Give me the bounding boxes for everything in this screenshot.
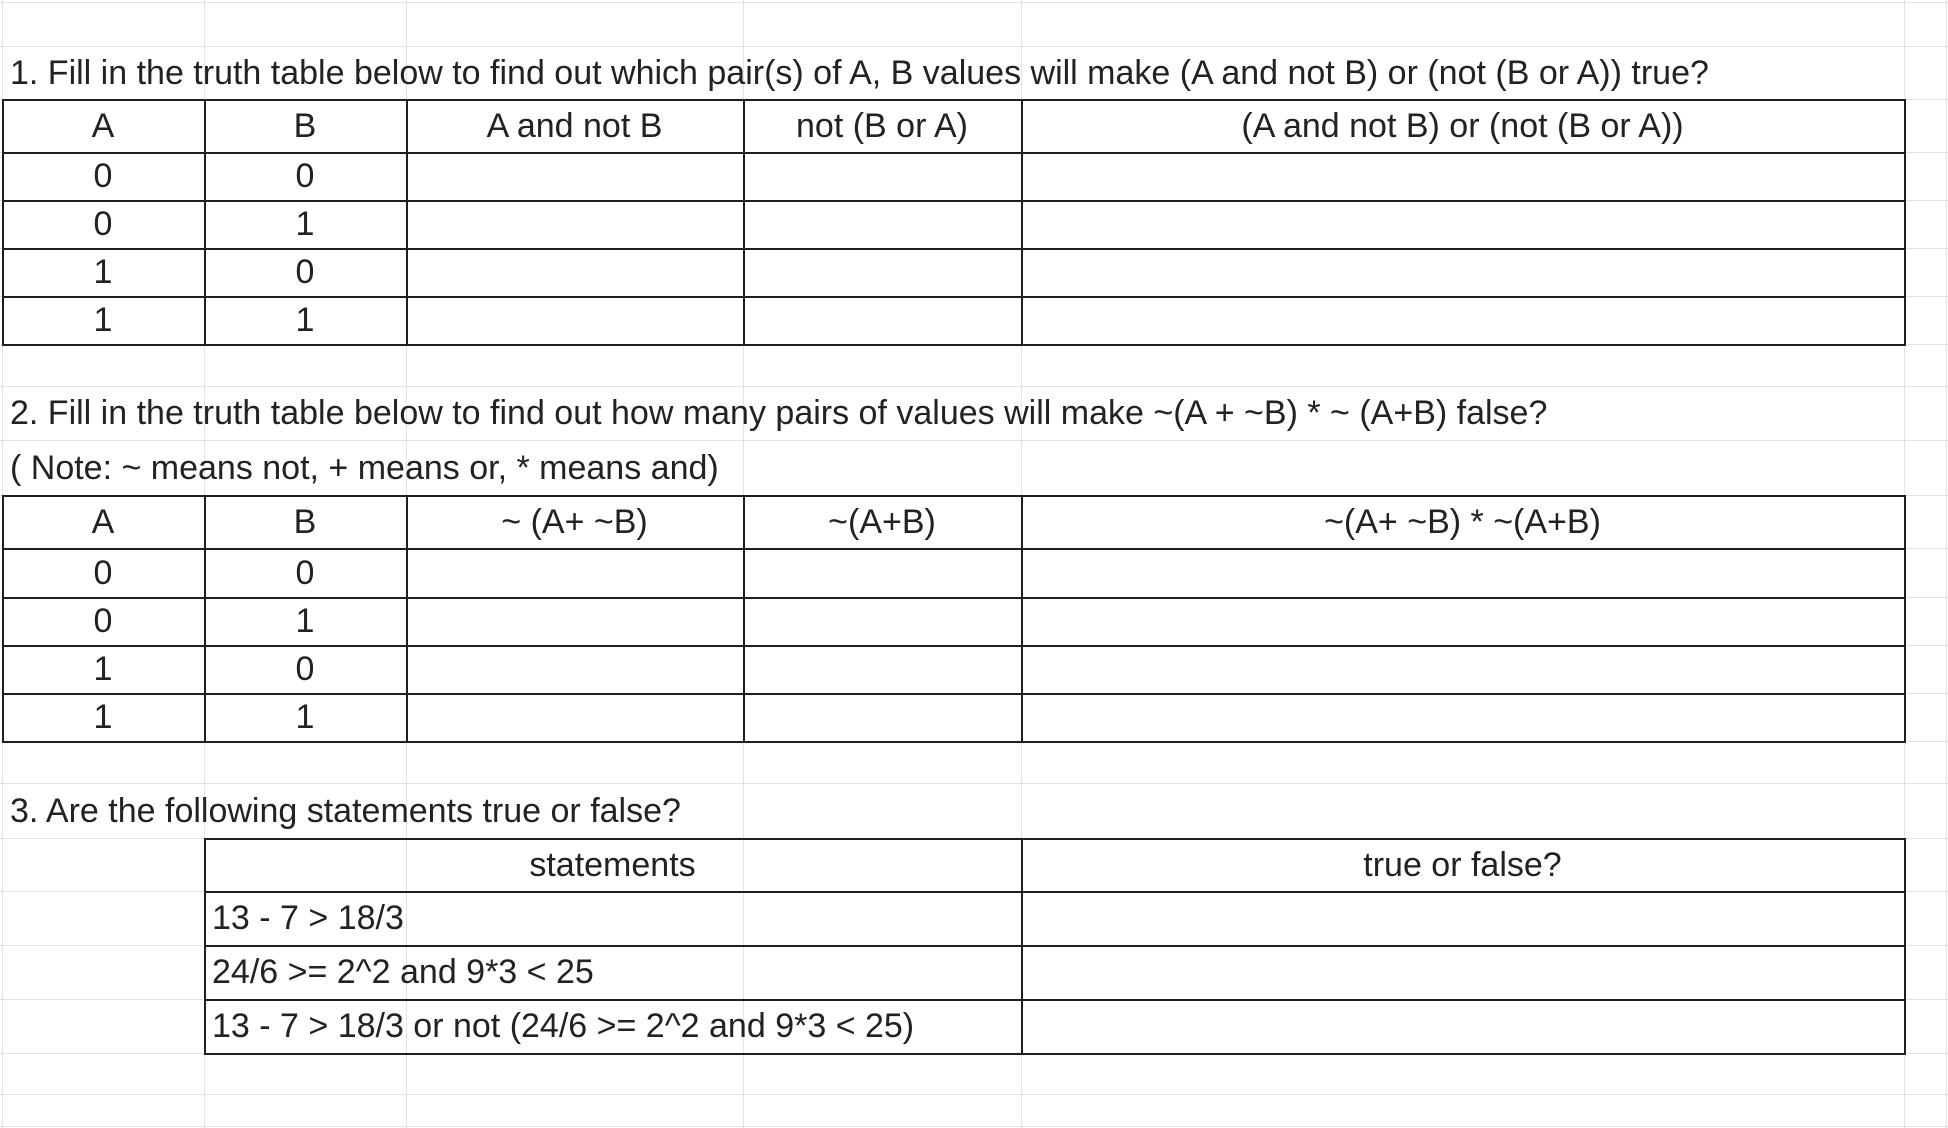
q1-header-b: B	[293, 106, 317, 145]
q3-statement: 24/6 >= 2^2 and 9*3 < 25	[212, 953, 594, 991]
q1-header-a-and-not-b: A and not B	[486, 106, 663, 145]
q1-answer-a-and-not-b[interactable]	[406, 296, 743, 344]
q1-cell-b: 1	[295, 205, 315, 243]
q1-cell-b: 0	[295, 253, 315, 291]
q1-cell-a: 0	[93, 205, 113, 243]
q2-answer-col3[interactable]	[406, 548, 743, 597]
q2-header-b: B	[293, 502, 317, 541]
q2-answer-col4[interactable]	[743, 597, 1021, 645]
q2-answer-result[interactable]	[1021, 693, 1904, 741]
q3-statement: 13 - 7 > 18/3 or not (24/6 >= 2^2 and 9*3 < 25)	[212, 1007, 915, 1045]
q2-answer-col3[interactable]	[406, 693, 743, 741]
q1-header-a: A	[91, 106, 115, 145]
q1-cell-a: 0	[93, 157, 113, 195]
q2-answer-result[interactable]	[1021, 548, 1904, 597]
q1-cell-b: 1	[295, 301, 315, 339]
q2-cell-b: 1	[295, 698, 315, 736]
q3-header-true-or-false: true or false?	[1363, 845, 1562, 884]
q2-answer-col3[interactable]	[406, 645, 743, 693]
q3-answer[interactable]	[1021, 999, 1904, 1053]
q2-answer-col4[interactable]	[743, 548, 1021, 597]
q1-answer-not-b-or-a[interactable]	[743, 296, 1021, 344]
q2-answer-result[interactable]	[1021, 645, 1904, 693]
q1-answer-not-b-or-a[interactable]	[743, 248, 1021, 296]
q2-cell-a: 0	[93, 602, 113, 640]
q2-cell-a: 0	[93, 553, 113, 592]
q1-cell-b: 0	[295, 157, 315, 195]
q1-answer-result[interactable]	[1021, 200, 1904, 248]
question2-prompt: 2. Fill in the truth table below to find out how many pairs of values will make ~(A + ~B) * ~ (A+B) false?	[10, 394, 1548, 432]
q1-answer-a-and-not-b[interactable]	[406, 248, 743, 296]
q1-answer-not-b-or-a[interactable]	[743, 200, 1021, 248]
q1-answer-result[interactable]	[1021, 152, 1904, 200]
q1-header-not-b-or-a: not (B or A)	[796, 106, 968, 145]
q2-answer-result[interactable]	[1021, 597, 1904, 645]
question1-prompt: 1. Fill in the truth table below to find out which pair(s) of A, B values will make (A and not B) or (not (B or A)) true?	[10, 53, 1709, 92]
q3-header-statements: statements	[529, 845, 696, 884]
q1-header-result: (A and not B) or (not (B or A))	[1241, 106, 1684, 145]
q3-answer[interactable]	[1021, 891, 1904, 945]
q2-cell-b: 0	[295, 553, 315, 592]
q2-answer-col4[interactable]	[743, 645, 1021, 693]
question2-note: ( Note: ~ means not, + means or, * means and)	[10, 448, 719, 487]
q2-header-a: A	[91, 502, 115, 541]
q1-cell-a: 1	[93, 301, 113, 339]
q1-cell-a: 1	[93, 253, 113, 291]
q2-header-not-a-plus-not-b: ~ (A+ ~B)	[501, 502, 648, 541]
q2-cell-a: 1	[93, 698, 113, 736]
q2-answer-col3[interactable]	[406, 597, 743, 645]
q1-answer-result[interactable]	[1021, 248, 1904, 296]
q2-cell-b: 0	[295, 650, 315, 688]
q2-header-result: ~(A+ ~B) * ~(A+B)	[1324, 502, 1601, 541]
q1-answer-a-and-not-b[interactable]	[406, 200, 743, 248]
q1-answer-result[interactable]	[1021, 296, 1904, 344]
q3-statement: 13 - 7 > 18/3	[212, 899, 404, 937]
q2-answer-col4[interactable]	[743, 693, 1021, 741]
q2-cell-b: 1	[295, 602, 315, 640]
q1-answer-not-b-or-a[interactable]	[743, 152, 1021, 200]
q2-header-not-a-plus-b: ~(A+B)	[828, 502, 936, 541]
q2-cell-a: 1	[93, 650, 113, 688]
q3-answer[interactable]	[1021, 945, 1904, 999]
question3-prompt: 3. Are the following statements true or false?	[10, 791, 681, 830]
q1-answer-a-and-not-b[interactable]	[406, 152, 743, 200]
